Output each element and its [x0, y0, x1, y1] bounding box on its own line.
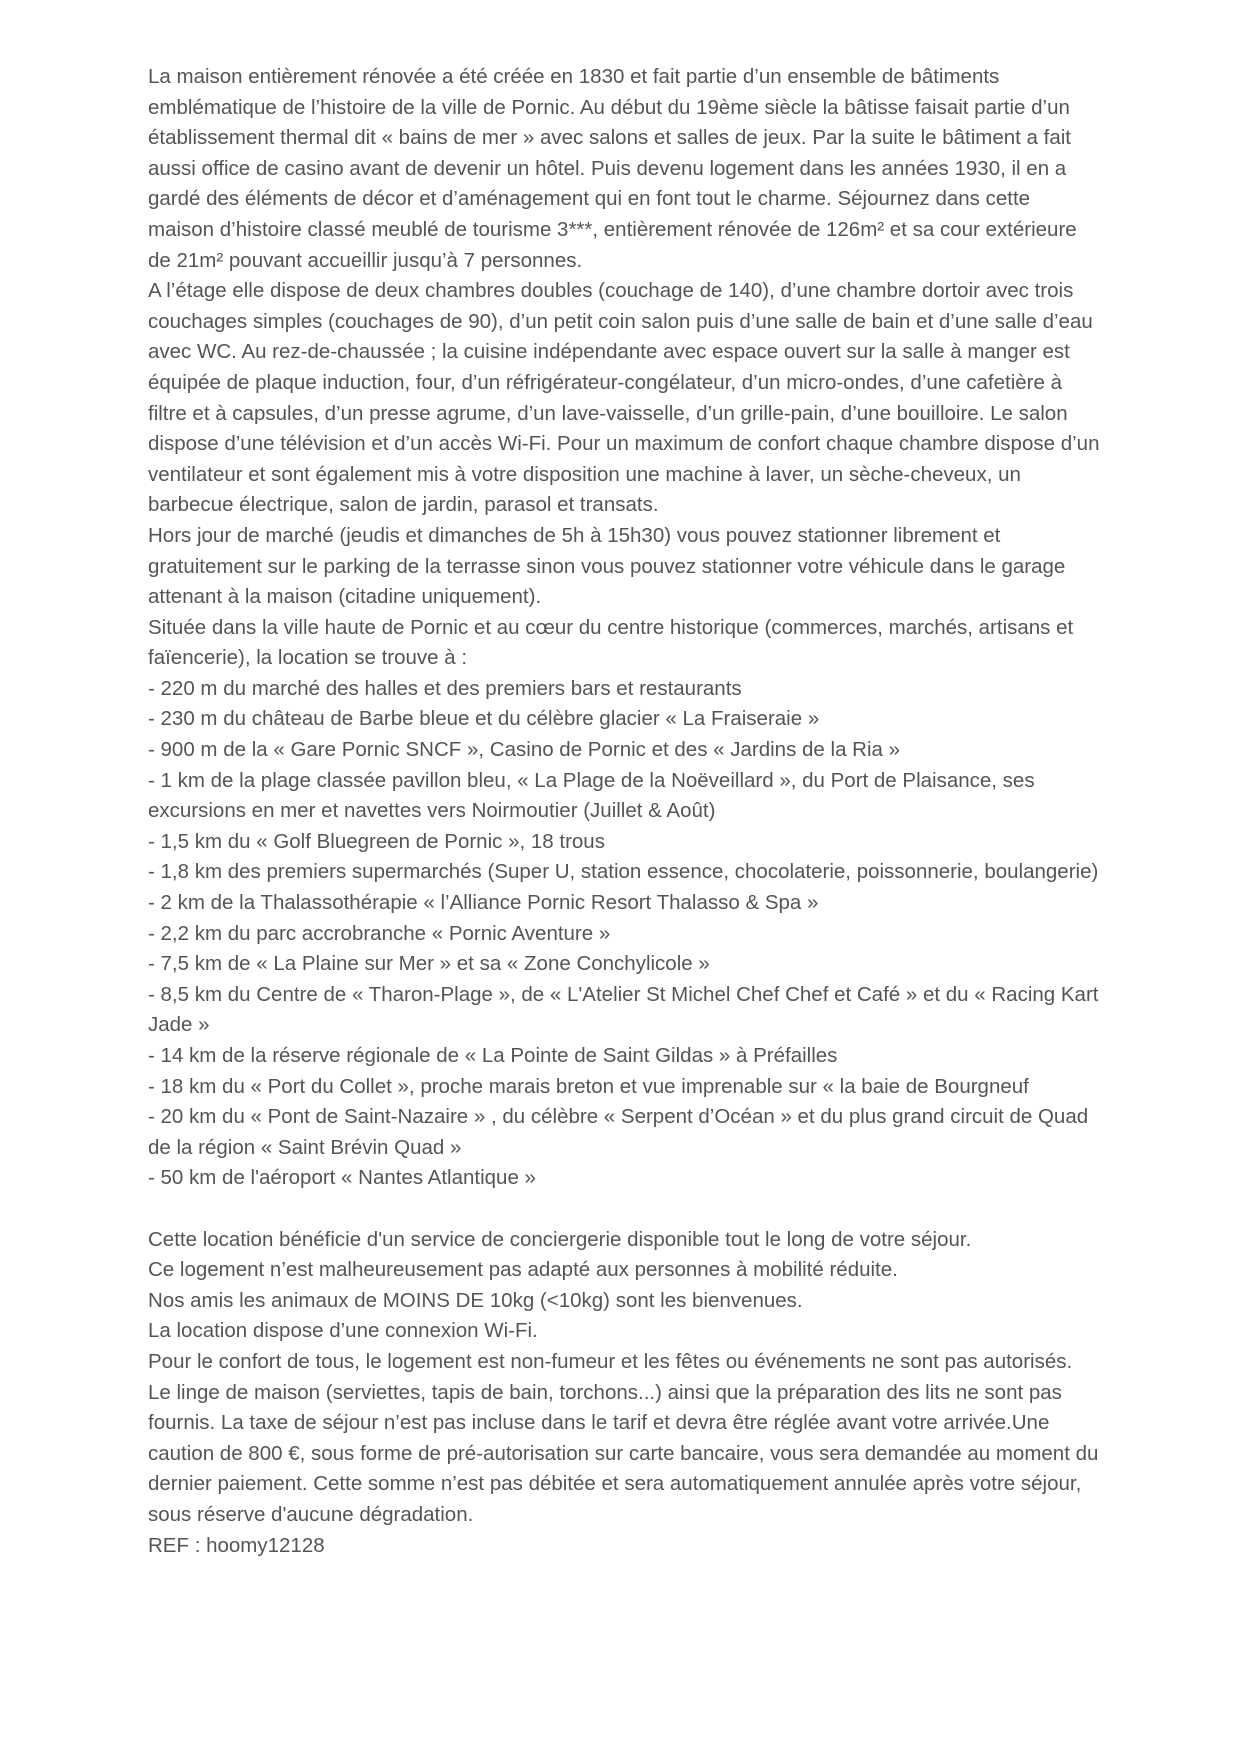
history-paragraph: La maison entièrement rénovée a été créée en 1830 et fait partie d’un ensemble de bâtiments emblématique de l’histoire de la ville de Pornic. Au début du 19ème siècle la bâtisse faisait partie d’un établissement thermal dit « bains de mer » avec salons et salles de jeux. Par la suite le bâtiment a fait aussi office de casino avant de devenir un hôtel. Puis devenu logement dans les années 1930, il en a gardé des éléments de décor et d’aménagement qui en font tout le charme. Séjournez dans cette maison d’histoire classé meublé de tourisme 3***, entièrement rénovée de 126m² et sa cour extérieure de 21m² pouvant accueillir jusqu’à 7 personnes.: [148, 65, 1077, 272]
concierge-line: Cette location bénéficie d'un service de conciergerie disponible tout le long de votre séjour.: [148, 1227, 972, 1251]
list-item: - 14 km de la réserve régionale de « La Pointe de Saint Gildas » à Préfailles: [148, 1044, 838, 1067]
pets-line: Nos amis les animaux de MOINS DE 10kg (<10kg) sont les bienvenues.: [148, 1288, 803, 1312]
list-item: - 2 km de la Thalassothérapie « l’Alliance Pornic Resort Thalasso & Spa »: [148, 891, 819, 915]
distance-list: [148, 674, 1100, 1194]
list-item: - 7,5 km de « La Plaine sur Mer » et sa « Zone Conchylicole »: [148, 952, 710, 976]
wifi-line: La location dispose d’une connexion Wi-Fi.: [148, 1319, 538, 1343]
location-intro: Située dans la ville haute de Pornic et au cœur du centre historique (commerces, marchés, artisans et faïencerie), la location se trouve à :: [148, 615, 1074, 670]
reference-line: REF : hoomy12128: [148, 1533, 325, 1557]
parking-paragraph: Hors jour de marché (jeudis et dimanches de 5h à 15h30) vous pouvez stationner librement et gratuitement sur le parking de la terrasse sinon vous pouvez stationner votre véhicule dans le garage attenant à la maison (citadine uniquement).: [148, 523, 1066, 609]
listing-document: [148, 62, 1100, 1561]
list-item: - 900 m de la « Gare Pornic SNCF », Casino de Pornic et des « Jardins de la Ria »: [148, 738, 901, 762]
list-item: - 50 km de l'aéroport « Nantes Atlantique »: [148, 1166, 536, 1190]
list-item: - 18 km du « Port du Collet », proche marais breton et vue imprenable sur « la baie de Bourgneuf: [148, 1074, 1029, 1098]
mobility-line: Ce logement n’est malheureusement pas adapté aux personnes à mobilité réduite.: [148, 1258, 898, 1282]
list-item: - 8,5 km du Centre de « Tharon-Plage », de « L'Atelier St Michel Chef Chef et Café » et du « Racing Kart Jade »: [148, 982, 1099, 1037]
list-item: - 2,2 km du parc accrobranche « Pornic Aventure »: [148, 921, 611, 945]
list-item: - 1 km de la plage classée pavillon bleu, « La Plage de la Noëveillard », du Port de Plaisance, ses excursions en mer et navettes vers Noirmoutier (Juillet & Août): [148, 768, 1035, 823]
house-rules-paragraph: Pour le confort de tous, le logement est non-fumeur et les fêtes ou événements ne sont pas autorisés. Le linge de maison (serviettes, tapis de bain, torchons...) ainsi que la préparation des lits ne sont pas fournis. La taxe de séjour n’est pas incluse dans le tarif et devra être réglée avant votre arrivée.Une caution de 800 €, sous forme de pré-autorisation sur carte bancaire, vous sera demandée au moment du dernier paiement. Cette somme n’est pas débitée et sera automatiquement annulée après votre séjour, sous réserve d'aucune dégradation.: [148, 1349, 1099, 1526]
list-item: - 20 km du « Pont de Saint-Nazaire » , du célèbre « Serpent d’Océan » et du plus grand circuit de Quad de la région « Saint Brévin Quad »: [148, 1105, 1089, 1159]
layout-paragraph: A l’étage elle dispose de deux chambres doubles (couchage de 140), d’une chambre dortoir avec trois couchages simples (couchages de 90), d’un petit coin salon puis d’une salle de bain et d’une salle d’eau avec WC. Au rez-de-chaussée ; la cuisine indépendante avec espace ouvert sur la salle à manger est équipée de plaque induction, four, d’un réfrigérateur-congélateur, d’un micro-ondes, d’une cafetière à filtre et à capsules, d’un presse agrume, d’un lave-vaisselle, d’un grille-pain, d’une bouilloire. Le salon dispose d’une télévision et d’un accès Wi-Fi. Pour un maximum de confort chaque chambre dispose d’un ventilateur et sont également mis à votre disposition une machine à laver, un sèche-cheveux, un barbecue électrique, salon de jardin, parasol et transats.: [148, 279, 1100, 517]
list-item: - 1,8 km des premiers supermarchés (Super U, station essence, chocolaterie, poissonnerie, boulangerie): [148, 860, 1099, 884]
list-item: - 230 m du château de Barbe bleue et du célèbre glacier « La Fraiseraie »: [148, 707, 820, 731]
list-item: - 1,5 km du « Golf Bluegreen de Pornic », 18 trous: [148, 829, 605, 853]
spacer: [148, 1194, 1100, 1225]
list-item: - 220 m du marché des halles et des premiers bars et restaurants: [148, 676, 742, 700]
